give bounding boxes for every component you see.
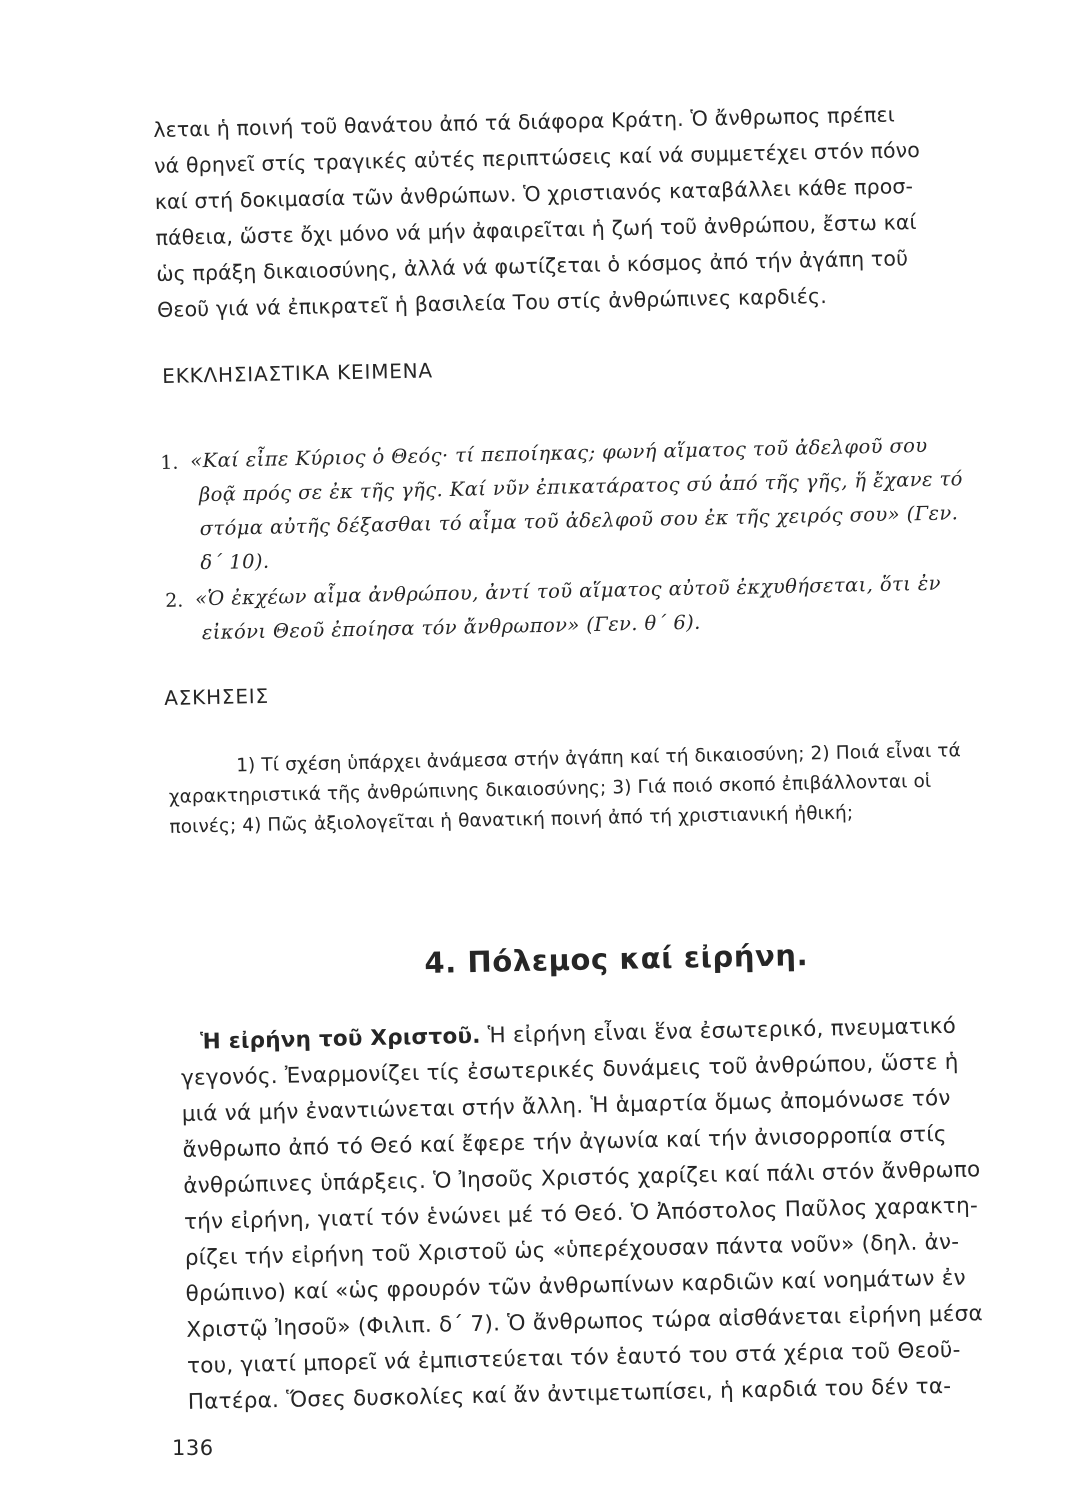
section-line: Πατέρα. Ὅσες δυσκολίες καί ἄν ἀντιμετωπίσει, ἡ καρδιά του δέν τα- bbox=[187, 1373, 952, 1415]
page-number: 136 bbox=[172, 1436, 214, 1460]
quote-line: στόμα αὐτῆς δέξασθαι τό αἷμα τοῦ ἀδελφοῦ σου ἐκ τῆς χειρός σου» (Γεν. bbox=[199, 501, 959, 541]
section-line: γεγονός. Ἐναρμονίζει τίς ἐσωτερικές δυνάμεις τοῦ ἀνθρώπου, ὥστε ἡ bbox=[180, 1049, 959, 1091]
exercises-block bbox=[160, 739, 1022, 857]
section-line-rest: Ἡ εἰρήνη εἶναι ἕνα ἐσωτερικό, πνευματικό bbox=[480, 1013, 957, 1049]
intro-line: πάθεια, ὥστε ὄχι μόνο νά μήν ἀφαιρεῖται ἡ ζωή τοῦ ἀνθρώπου, ἔστω καί bbox=[155, 210, 917, 250]
exercises-heading: ΑΣΚΗΣΕΙΣ bbox=[164, 683, 270, 710]
exercises-heading-wrap bbox=[164, 680, 465, 716]
quote-line: βοᾷ πρός σε ἐκ τῆς γῆς. Καί νῦν ἐπικατάρατος σύ ἀπό τῆς γῆς, ἥ ἔχανε τό bbox=[198, 467, 964, 507]
quote-number: 2. bbox=[164, 589, 184, 612]
section-line: θρώπινο) καί «ὡς φρουρόν τῶν ἀνθρωπίνων καρδιῶν καί νοημάτων ἐν bbox=[185, 1265, 967, 1307]
exercise-line: ποινές; 4) Πῶς ἀξιολογεῖται ἡ θανατική ποινή ἀπό τή χριστιανική ἠθική; bbox=[169, 802, 854, 838]
section-line: ρίζει τήν εἰρήνη τοῦ Χριστοῦ ὡς «ὑπερέχουσαν πάντα νοῦν» (δηλ. ἀν- bbox=[184, 1229, 960, 1271]
intro-paragraph bbox=[153, 98, 1017, 322]
quote-number: 1. bbox=[160, 451, 179, 474]
intro-line: Θεοῦ γιά νά ἐπικρατεῖ ἡ βασιλεία Του στίς ἀνθρώπινες καρδιές. bbox=[156, 283, 828, 322]
section-line: ἄνθρωπο ἀπό τό Θεό καί ἔφερε τήν ἀγωνία καί τήν ἀνισορροπία στίς bbox=[182, 1121, 947, 1163]
quote-line: «Καί εἶπε Κύριος ὁ Θεός· τί πεποίηκας; φωνή αἵματος τοῦ ἀδελφοῦ σου bbox=[190, 433, 928, 473]
section-line: τήν εἰρήνη, γιατί τόν ἑνώνει μέ τό Θεό. Ὁ Ἀπόστολος Παῦλος χαρακτη- bbox=[183, 1193, 979, 1235]
section-title-wrap bbox=[424, 938, 825, 990]
quote-line: «Ὁ ἐκχέων αἷμα ἀνθρώπου, ἀντί τοῦ αἵματος αὐτοῦ ἐκχυθήσεται, ὅτι ἐν bbox=[194, 571, 942, 611]
intro-line: νά θρηνεῖ στίς τραγικές αὐτές περιπτώσεις καί νά συμμετέχει στόν πόνο bbox=[153, 137, 921, 178]
exercise-line: 1) Τί σχέση ὑπάρχει ἀνάμεσα στήν ἀγάπη καί τή δικαιοσύνη; 2) Ποιά εἶναι τά bbox=[235, 740, 962, 777]
subsection-title: Ἡ εἰρήνη τοῦ Χριστοῦ. bbox=[200, 1023, 481, 1055]
quotes-block bbox=[160, 430, 1024, 645]
section-paragraph bbox=[180, 1010, 1038, 1428]
texts-heading: ΕΚΚΛΗΣΙΑΣΤΙΚΑ ΚΕΙΜΕΝΑ bbox=[162, 358, 434, 388]
exercise-line: χαρακτηριστικά τῆς ἀνθρώπινης δικαιοσύνης; 3) Γιά ποιό σκοπό ἐπιβάλλονται οἱ bbox=[168, 770, 932, 808]
section-line: μιά νά μήν ἐναντιώνεται στήν ἄλλη. Ἡ ἁμαρτία ὅμως ἀπομόνωσε τόν bbox=[181, 1085, 951, 1127]
intro-line: λεται ἡ ποινή τοῦ θανάτου ἀπό τά διάφορα Κράτη. Ὁ ἄνθρωπος πρέπει bbox=[153, 102, 896, 142]
intro-line: ὡς πράξη δικαιοσύνης, ἀλλά νά φωτίζεται ὁ κόσμος ἀπό τήν ἀγάπη τοῦ bbox=[156, 246, 909, 286]
section-title: 4. Πόλεμος καί εἰρήνη. bbox=[424, 937, 809, 980]
section-line: ἀνθρώπινες ὑπάρξεις. Ὁ Ἰησοῦς Χριστός χαρίζει καί πάλι στόν ἄνθρωπο bbox=[183, 1157, 981, 1199]
quote-line: δ΄ 10). bbox=[200, 549, 270, 575]
texts-heading-wrap bbox=[162, 356, 563, 394]
quote-line: εἰκόνι Θεοῦ ἐποίησα τόν ἄνθρωπον» (Γεν. θ΄ 6). bbox=[201, 610, 702, 645]
section-line: του, γιατί μπορεῖ νά ἐμπιστεύεται τόν ἑαυτό του στά χέρια τοῦ Θεοῦ- bbox=[186, 1337, 961, 1379]
intro-line: καί στή δοκιμασία τῶν ἀνθρώπων. Ὁ χριστιανός καταβάλλει κάθε προσ- bbox=[154, 174, 914, 214]
section-line: Χριστῷ Ἰησοῦ» (Φιλιπ. δ΄ 7). Ὁ ἄνθρωπος τώρα αἰσθάνεται εἰρήνη μέσα bbox=[186, 1301, 984, 1343]
